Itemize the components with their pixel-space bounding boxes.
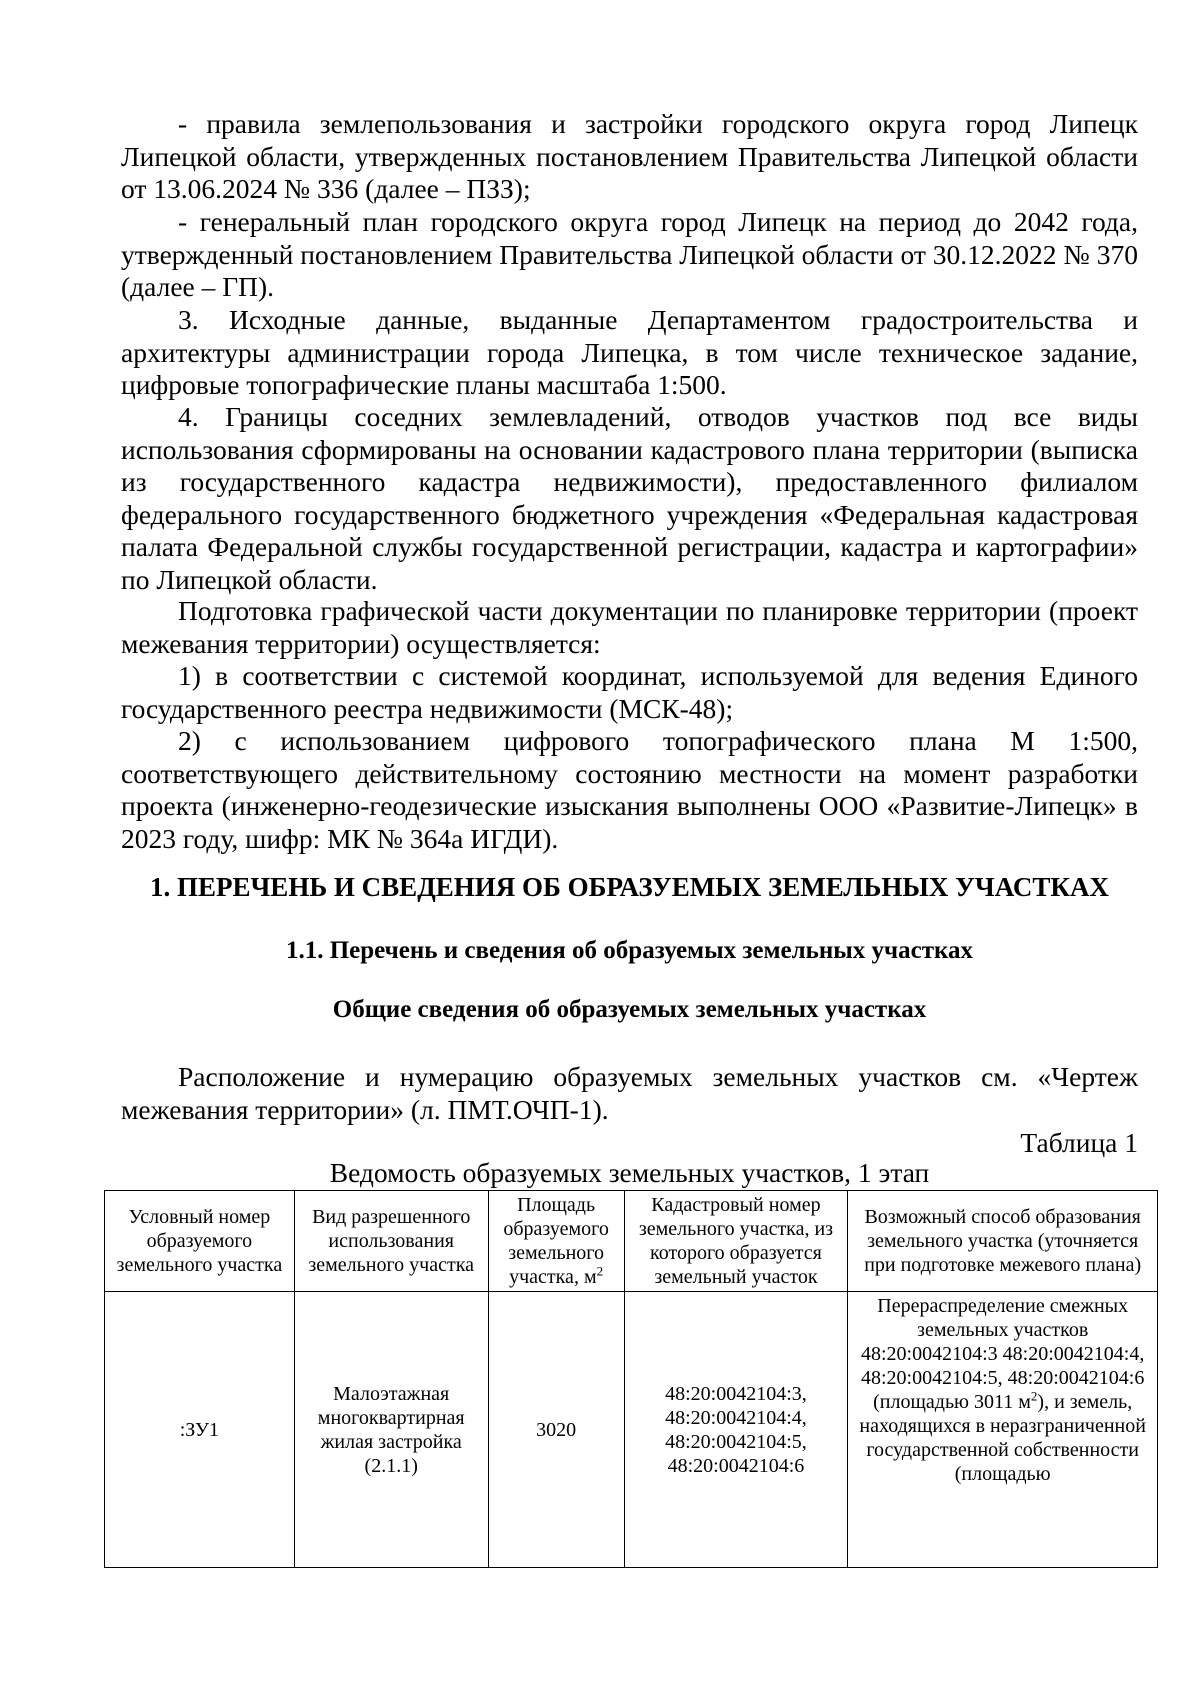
table-caption: Ведомость образуемых земельных участков, 1 этап [329, 1157, 930, 1188]
table-number: Таблица 1 [1020, 1127, 1138, 1158]
section-heading: 1. ПЕРЕЧЕНЬ И СВЕДЕНИЯ ОБ ОБРАЗУЕМЫХ ЗЕМЕЛЬНЫХ УЧАСТКАХ [149, 872, 1109, 902]
method-text-a: Перераспределение смежных земельных участков 48:20:0042104:3 48:20:0042104:4, 48:20:0042104:5, 48:20:0042104:6 (площадью 3011 м [861, 1295, 1145, 1413]
paragraph-layout-reference: Расположение и нумерацию образуемых земельных участков см. «Чертеж межевания территории» (л. ПМТ.ОЧП-1). [121, 1061, 1138, 1125]
header-plot-number: Условный номер образуемого земельного участка [105, 1191, 295, 1292]
paragraph-graphic-part: Подготовка графической части документации по планировке территории (проект межевания территории) осуществляется: [121, 595, 1138, 659]
cell-plot-number: :ЗУ1 [105, 1292, 295, 1568]
method-text-b: ), и земель, находящихся в неразграниченной государственной собственности (площадью [859, 1391, 1146, 1485]
table-row [105, 1292, 1158, 1568]
header-cadastral-number: Кадастровый номер земельного участка, из которого образуется земельный участок [624, 1191, 848, 1292]
general-info-heading: Общие сведения об образуемых земельных участках [332, 996, 927, 1023]
cell-formation-method [848, 1292, 1158, 1568]
paragraph-pzz: - правила землепользования и застройки городского округа город Липецк Липецкой области, утвержденных постановлением Правительства Липецкой области от 13.06.2024 № 336 (далее – ПЗЗ); [121, 108, 1138, 204]
cell-cadastral-number: 48:20:0042104:3, 48:20:0042104:4, 48:20:0042104:5, 48:20:0042104:6 [624, 1292, 848, 1568]
header-area [488, 1191, 624, 1292]
header-area-sup: 2 [596, 1263, 604, 1279]
paragraph-source-data: 3. Исходные данные, выданные Департаментом градостроительства и архитектуры администрации города Липецка, в том числе техническое задание, цифровые топографические планы масштаба 1:500. [121, 304, 1138, 400]
paragraph-boundaries: 4. Границы соседних землевладений, отводов участков под все виды использования сформированы на основании кадастрового плана территории (выписка из государственного кадастра недвижимости), предоставленного филиалом федерального государственного бюджетного учреждения «Федеральная кадастровая палата Федеральной службы государственной регистрации, кадастра и картографии» по Липецкой области. [121, 401, 1138, 595]
land-plots-table [104, 1190, 1158, 1568]
table-header-row [105, 1191, 1158, 1292]
subsection-heading: 1.1. Перечень и сведения об образуемых земельных участках [285, 937, 974, 964]
header-area-text: Площадь образуемого земельного участка, м [503, 1194, 609, 1288]
paragraph-topographic-plan: 2) с использованием цифрового топографического плана М 1:500, соответствующего действительному состоянию местности на момент разработки проекта (инженерно-геодезические изыскания выполнены ООО «Развитие-Липецк» в 2023 году, шифр: МК № 364а ИГДИ). [121, 725, 1138, 854]
header-formation-method: Возможный способ образования земельного участка (уточняется при подготовке межевого плана) [848, 1191, 1158, 1292]
paragraph-coordinate-system: 1) в соответствии с системой координат, используемой для ведения Единого государственного реестра недвижимости (МСК-48); [121, 660, 1138, 724]
header-permitted-use: Вид разрешенного использования земельного участка [294, 1191, 488, 1292]
paragraph-gp: - генеральный план городского округа город Липецк на период до 2042 года, утвержденный постановлением Правительства Липецкой области от 30.12.2022 № 370 (далее – ГП). [121, 206, 1138, 302]
cell-permitted-use: Малоэтажная многоквартирная жилая застройка (2.1.1) [294, 1292, 488, 1568]
method-sup: 2 [1030, 1388, 1038, 1404]
cell-area: 3020 [488, 1292, 624, 1568]
